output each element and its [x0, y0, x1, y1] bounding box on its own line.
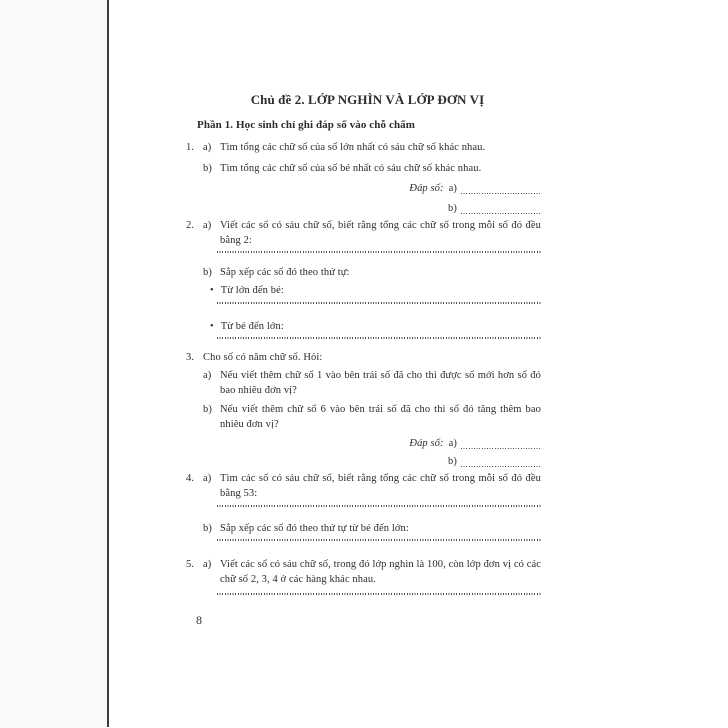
page-number: 8 — [196, 613, 203, 627]
answer-block-2 — [186, 436, 541, 469]
answer-dotted-line — [461, 439, 541, 449]
sub-item-label: a) — [448, 438, 457, 449]
sub-item-label: b) — [203, 163, 212, 174]
problem-text: Cho số có năm chữ số. Hỏi: — [203, 352, 323, 363]
answer-dotted-line — [217, 251, 541, 253]
problem-text: Sắp xếp các số đó theo thứ tự: — [220, 267, 350, 278]
spine-divider-line — [107, 0, 109, 727]
problem-1 — [186, 140, 541, 176]
problem-3 — [186, 350, 541, 432]
problem-text: Viết các số có sáu chữ số, biết rằng tổng các chữ số trong mỗi số đó đều bằng 2: — [220, 220, 541, 246]
answer-dotted-line — [217, 539, 541, 541]
problem-2 — [186, 218, 541, 339]
problem-text: Tìm tổng các chữ số của số lớn nhất có sáu chữ số khác nhau. — [220, 142, 486, 153]
sub-item-label: b) — [203, 267, 212, 278]
problem-number: 1. — [186, 142, 195, 153]
sub-item-label: b) — [448, 203, 457, 214]
answer-dotted-line — [217, 337, 541, 339]
problem-number: 3. — [186, 352, 195, 363]
answer-dotted-line — [461, 184, 541, 194]
sub-item-label: b) — [203, 523, 212, 534]
problem-text: Tìm các số có sáu chữ số, biết rằng tổng các chữ số trong mỗi số đó đều bằng 53: — [220, 473, 541, 499]
problem-text: Sắp xếp các số đó theo thứ tự từ bé đến lớn: — [220, 523, 409, 534]
answer-dotted-line — [217, 302, 541, 304]
sub-item-label: a) — [203, 142, 212, 153]
problem-text: Nếu viết thêm chữ số 6 vào bên trái số đã cho thì số đó tăng thêm bao nhiêu đơn vị? — [220, 404, 541, 430]
section-heading: Phần 1. Học sinh chỉ ghi đáp số vào chỗ chấm — [197, 119, 416, 131]
problem-text: Viết các số có sáu chữ số, trong đó lớp nghìn là 100, còn lớp đơn vị có các chữ số 2, 3, 4 ở các hàng khác nhau. — [220, 559, 541, 585]
problem-text: Tìm tổng các chữ số của số bé nhất có sáu chữ số khác nhau. — [220, 163, 482, 174]
sub-item-label: a) — [203, 220, 212, 231]
answer-dotted-line — [461, 457, 541, 467]
answer-block-1 — [186, 181, 541, 216]
left-margin-area — [0, 0, 107, 728]
bullet-icon: • — [210, 285, 214, 296]
sub-item-label: a) — [203, 370, 212, 381]
bullet-item — [210, 283, 541, 298]
problem-number: 4. — [186, 473, 195, 484]
sub-item-label: a) — [448, 183, 457, 194]
sub-item-label: a) — [203, 559, 212, 570]
problem-number: 2. — [186, 220, 195, 231]
answer-label: Đáp số: — [409, 438, 444, 449]
problem-4 — [186, 471, 541, 541]
problem-text: Nếu viết thêm chữ số 1 vào bên trái số đã cho thì được số mới hơn số đó bao nhiêu đơn vị? — [220, 370, 541, 396]
sub-item-label: b) — [448, 456, 457, 467]
page-content — [186, 88, 541, 628]
sub-item-label: a) — [203, 473, 212, 484]
answer-dotted-line — [217, 505, 541, 507]
bullet-text: Từ lớn đến bé: — [220, 285, 284, 296]
page-title: Chủ đề 2. LỚP NGHÌN VÀ LỚP ĐƠN VỊ — [250, 92, 485, 107]
answer-dotted-line — [461, 204, 541, 214]
bullet-item — [210, 319, 541, 334]
sub-item-label: b) — [203, 404, 212, 415]
bullet-text: Từ bé đến lớn: — [220, 321, 284, 332]
answer-dotted-line — [217, 593, 541, 595]
problem-5 — [186, 557, 541, 595]
answer-label: Đáp số: — [409, 183, 444, 194]
problem-number: 5. — [186, 559, 195, 570]
bullet-icon: • — [210, 321, 214, 332]
